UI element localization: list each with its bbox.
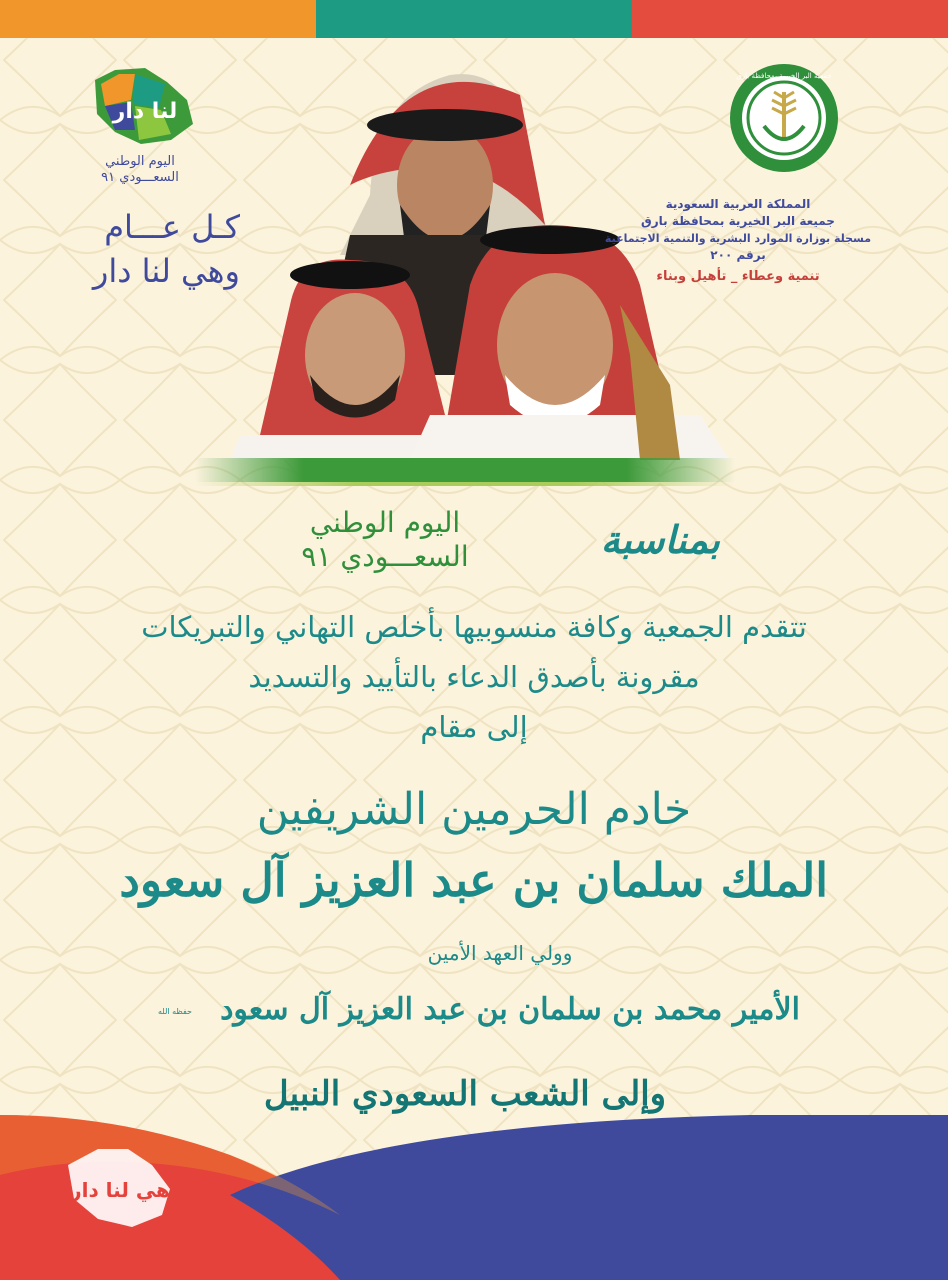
- crown-prince-label: وولي العهد الأمين: [427, 941, 573, 965]
- message-line-3: إلى مقام: [420, 710, 528, 744]
- king-name: الملك سلمان بن عبد العزيز آل سعود: [119, 853, 828, 907]
- greeting-message: [40, 602, 908, 752]
- footer-logo-icon: [58, 1135, 188, 1235]
- org-line-4: برقم ٢٠٠: [710, 248, 766, 262]
- portrait-divider-shadow: [195, 482, 735, 486]
- occasion-title-line-2: السعـــودي ٩١: [301, 540, 469, 573]
- top-stripe-orange: [0, 0, 316, 38]
- footer-logo-text: هي لنا دار: [70, 1178, 170, 1202]
- emblem-ring-text: جمعية البر الخيرية بمحافظة بارق: [736, 72, 832, 80]
- king-title: خادم الحرمين الشريفين: [256, 784, 692, 835]
- logo-line-1: اليوم الوطني: [105, 154, 175, 169]
- org-motto: تنمية وعطاء _ تأهيل وبناء: [656, 269, 820, 284]
- occasion-title: [250, 506, 520, 574]
- crown-prince-name: الأمير محمد بن سلمان بن عبد العزيز آل سعود: [220, 992, 800, 1027]
- saudi-map-logo-icon: [75, 60, 205, 150]
- org-line-3: مسجلة بوزارة الموارد البشرية والتنمية الاجتماعية: [604, 232, 872, 245]
- people-line: وإلى الشعب السعودي النبيل: [263, 1074, 667, 1114]
- portrait-divider: [195, 458, 735, 482]
- org-emblem-icon: [728, 62, 840, 174]
- org-line-1: المملكة العربية السعودية: [665, 197, 811, 211]
- top-stripe-teal: [316, 0, 632, 38]
- svg-text:لنا دار: لنا دار: [112, 99, 178, 124]
- national-day-logo: [75, 60, 205, 195]
- occasion-prefix: بمناسبة: [600, 517, 720, 562]
- org-info: [600, 196, 876, 288]
- slogan-line-2: وهي لنا دار: [92, 252, 240, 290]
- message-line-2: مقرونة بأصدق الدعاء بالتأييد والتسديد: [248, 660, 700, 694]
- org-line-2: جميعة البر الخيرية بمحافظة بارق: [641, 214, 835, 228]
- logo-line-2: السعـــودي ٩١: [101, 170, 179, 185]
- message-line-1: تتقدم الجمعية وكافة منسوبيها بأخلص التهاني والتبريكات: [141, 610, 807, 644]
- crown-prince-honorific: حفظه الله: [158, 1007, 192, 1016]
- occasion-title-line-1: اليوم الوطني: [309, 506, 461, 539]
- slogan-line-1: كـل عـــام: [104, 208, 240, 246]
- top-stripe-red: [632, 0, 948, 38]
